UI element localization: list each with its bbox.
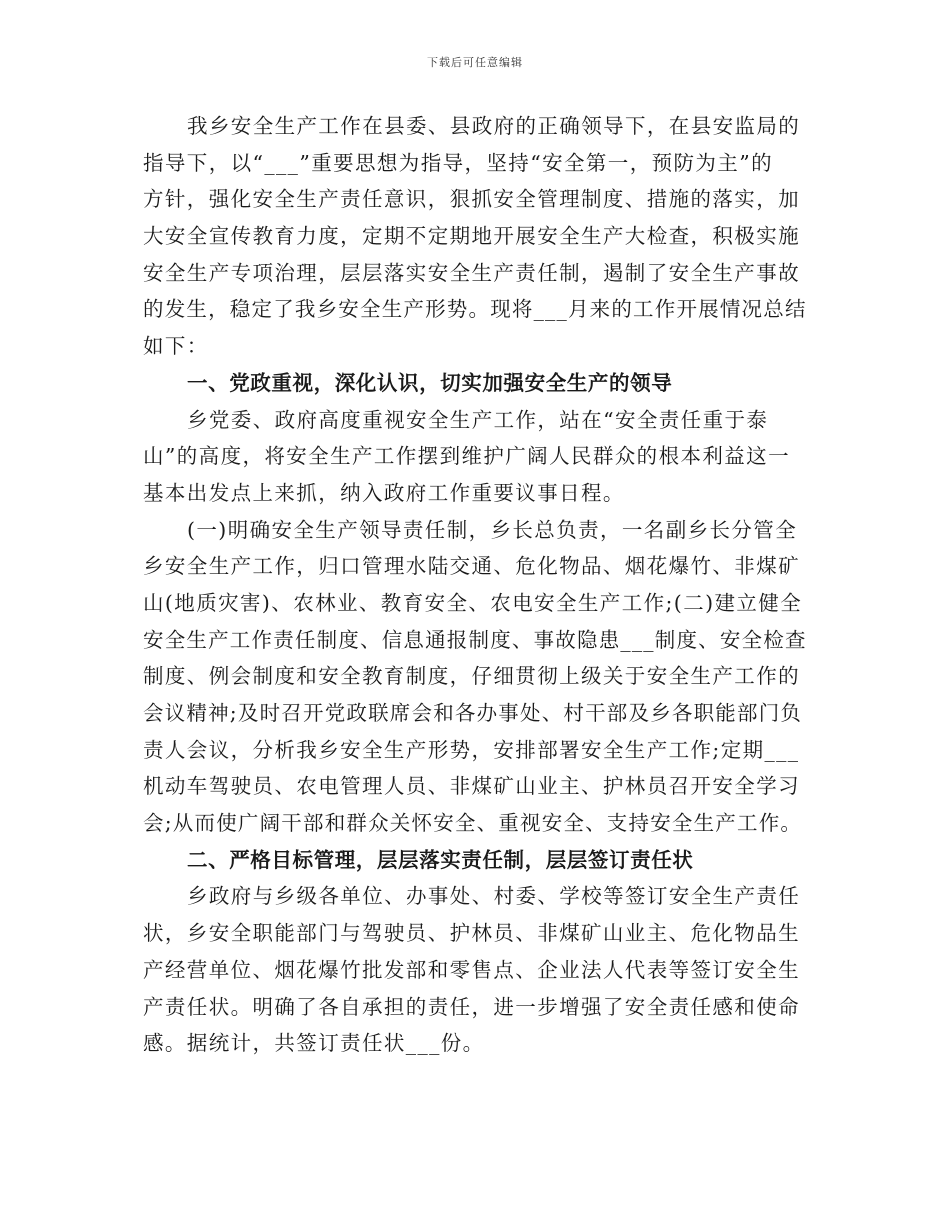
text-line: 机动车驾驶员、农电管理人员、非煤矿山业主、护林员召开安全学习 <box>143 774 800 799</box>
text-line: 指导下，以“___”重要思想为指导，坚持“安全第一，预防为主”的 <box>143 150 773 175</box>
section-heading: 一、党政重视，深化认识，切实加强安全生产的领导 <box>187 370 673 395</box>
text-line: 会;从而使广阔干部和群众关怀安全、重视安全、支持安全生产工作。 <box>143 811 803 836</box>
text-line: 安全生产工作责任制度、信息通报制度、事故隐患___制度、安全检查 <box>143 627 807 652</box>
text-line: 产责任状。明确了各自承担的责任，进一步增强了安全责任感和使命 <box>143 994 800 1019</box>
text-line: 会议精神;及时召开党政联席会和各办事处、村干部及乡各职能部门负 <box>143 701 803 725</box>
text-line: 的发生，稳定了我乡安全生产形势。现将___月来的工作开展情况总结 <box>143 297 807 322</box>
text-line: 我乡安全生产工作在县委、县政府的正确领导下，在县安监局的 <box>187 114 801 138</box>
text-line: 产经营单位、烟花爆竹批发部和零售点、企业法人代表等签订安全生 <box>143 957 800 982</box>
text-line: 责人会议，分析我乡安全生产形势，安排部署安全生产工作;定期___ <box>143 737 800 762</box>
text-line: (一)明确安全生产领导责任制，乡长总负责，一名副乡长分管全 <box>187 517 798 542</box>
text-line: 安全生产专项治理，层层落实安全生产责任制，遏制了安全生产事故 <box>143 260 800 285</box>
text-line: 乡党委、政府高度重视安全生产工作，站在“安全责任重于泰 <box>187 407 769 432</box>
text-line: 方针，强化安全生产责任意识，狠抓安全管理制度、措施的落实，加 <box>143 187 800 212</box>
text-line: 山”的高度，将安全生产工作摆到维护广阔人民群众的根本利益这一 <box>143 444 790 469</box>
text-line: 乡安全生产工作，归口管理水陆交通、危化物品、烟花爆竹、非煤矿 <box>143 554 800 579</box>
text-line: 基本出发点上来抓，纳入政府工作重要议事日程。 <box>143 480 625 505</box>
section-heading: 二、严格目标管理，层层落实责任制，层层签订责任状 <box>187 847 694 872</box>
header-note: 下载后可任意编辑 <box>427 56 523 69</box>
text-line: 感。据统计，共签订责任状___份。 <box>143 1031 485 1056</box>
text-line: 状，乡安全职能部门与驾驶员、护林员、非煤矿山业主、危化物品生 <box>143 921 800 946</box>
text-line: 大安全宣传教育力度，定期不定期地开展安全生产大检查，积极实施 <box>143 224 800 249</box>
text-line: 如下： <box>143 334 209 359</box>
text-line: 山(地质灾害)、农林业、教育安全、农电安全生产工作;(二)建立健全 <box>143 590 803 615</box>
document-body <box>143 108 807 1062</box>
text-line: 制度、例会制度和安全教育制度，仔细贯彻上级关于安全生产工作的 <box>143 664 800 689</box>
text-line: 乡政府与乡级各单位、办事处、村委、学校等签订安全生产责任 <box>187 884 801 909</box>
